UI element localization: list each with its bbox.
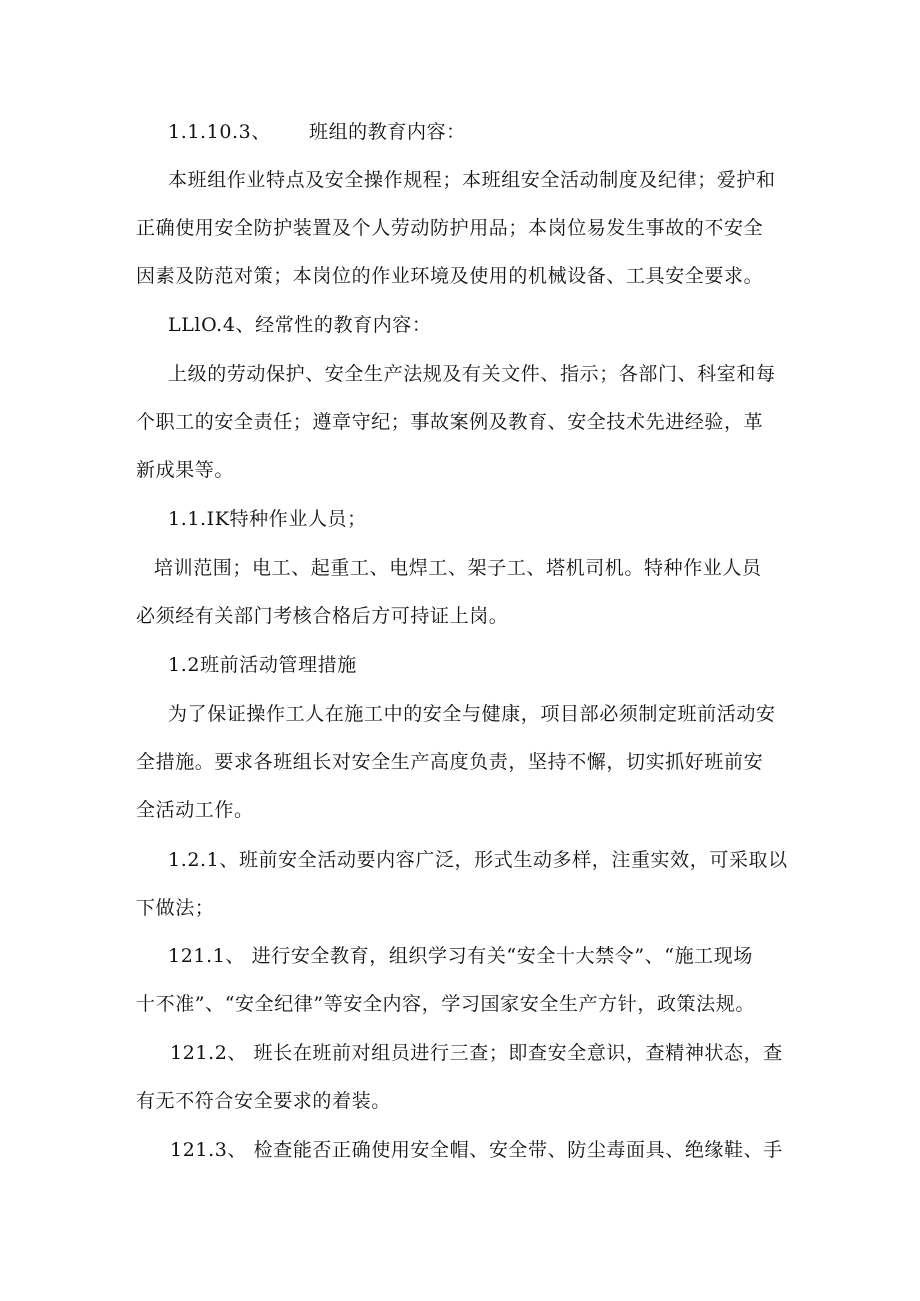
heading-text: 班组的教育内容： xyxy=(308,121,466,143)
paragraph-line: 本班组作业特点及安全操作规程；本班组安全活动制度及纪律；爱护和 xyxy=(168,169,776,191)
paragraph-line: 正确使用安全防护装置及个人劳动防护用品；本岗位易发生事故的不安全 xyxy=(136,217,764,239)
heading-number: 1.1.10.3、 xyxy=(168,121,271,143)
paragraph-line: 下做法； xyxy=(136,897,215,919)
paragraph-line: 全措施。要求各班组长对安全生产高度负责，坚持不懈，切实抓好班前安 xyxy=(136,751,764,773)
paragraph-line: 121.2、 班长在班前对组员进行三查；即查安全意识，查精神状态，查 xyxy=(170,1042,783,1064)
paragraph-line: 121.3、 检查能否正确使用安全帽、安全带、防尘毒面具、绝缘鞋、手 xyxy=(170,1139,783,1161)
heading-1-1-11: 1.1.IK特种作业人员； xyxy=(168,508,367,530)
heading-1-1-10-3 xyxy=(168,120,466,144)
heading-1-2: 1.2班前活动管理措施 xyxy=(168,654,357,676)
paragraph-line: 为了保证操作工人在施工中的安全与健康，项目部必须制定班前活动安 xyxy=(168,703,776,725)
paragraph-line: 十不准”、“安全纪律”等安全内容，学习国家安全生产方针，政策法规。 xyxy=(136,993,755,1015)
paragraph-line: 个职工的安全责任；遵章守纪；事故案例及教育、安全技术先进经验，革 xyxy=(136,411,764,433)
paragraph-line: 1.2.1、班前安全活动要内容广泛，形式生动多样，注重实效，可采取以 xyxy=(168,849,788,871)
paragraph-line: 因素及防范对策；本岗位的作业环境及使用的机械设备、工具安全要求。 xyxy=(136,265,764,287)
paragraph-line: 培训范围；电工、起重工、电焊工、架子工、塔机司机。特种作业人员 xyxy=(154,557,762,579)
paragraph-line: 有无不符合安全要求的着装。 xyxy=(136,1090,391,1112)
paragraph-line: 必须经有关部门考核合格后方可持证上岗。 xyxy=(136,605,509,627)
heading-1-1-10-4: LLlO.4、经常性的教育内容： xyxy=(168,314,432,336)
paragraph-line: 新成果等。 xyxy=(136,459,235,481)
paragraph-line: 全活动工作。 xyxy=(136,799,254,821)
paragraph-line: 121.1、 进行安全教育，组织学习有关“安全十大禁令”、“施工现场 xyxy=(168,945,753,967)
paragraph-line: 上级的劳动保护、安全生产法规及有关文件、指示；各部门、科室和每 xyxy=(168,363,776,385)
